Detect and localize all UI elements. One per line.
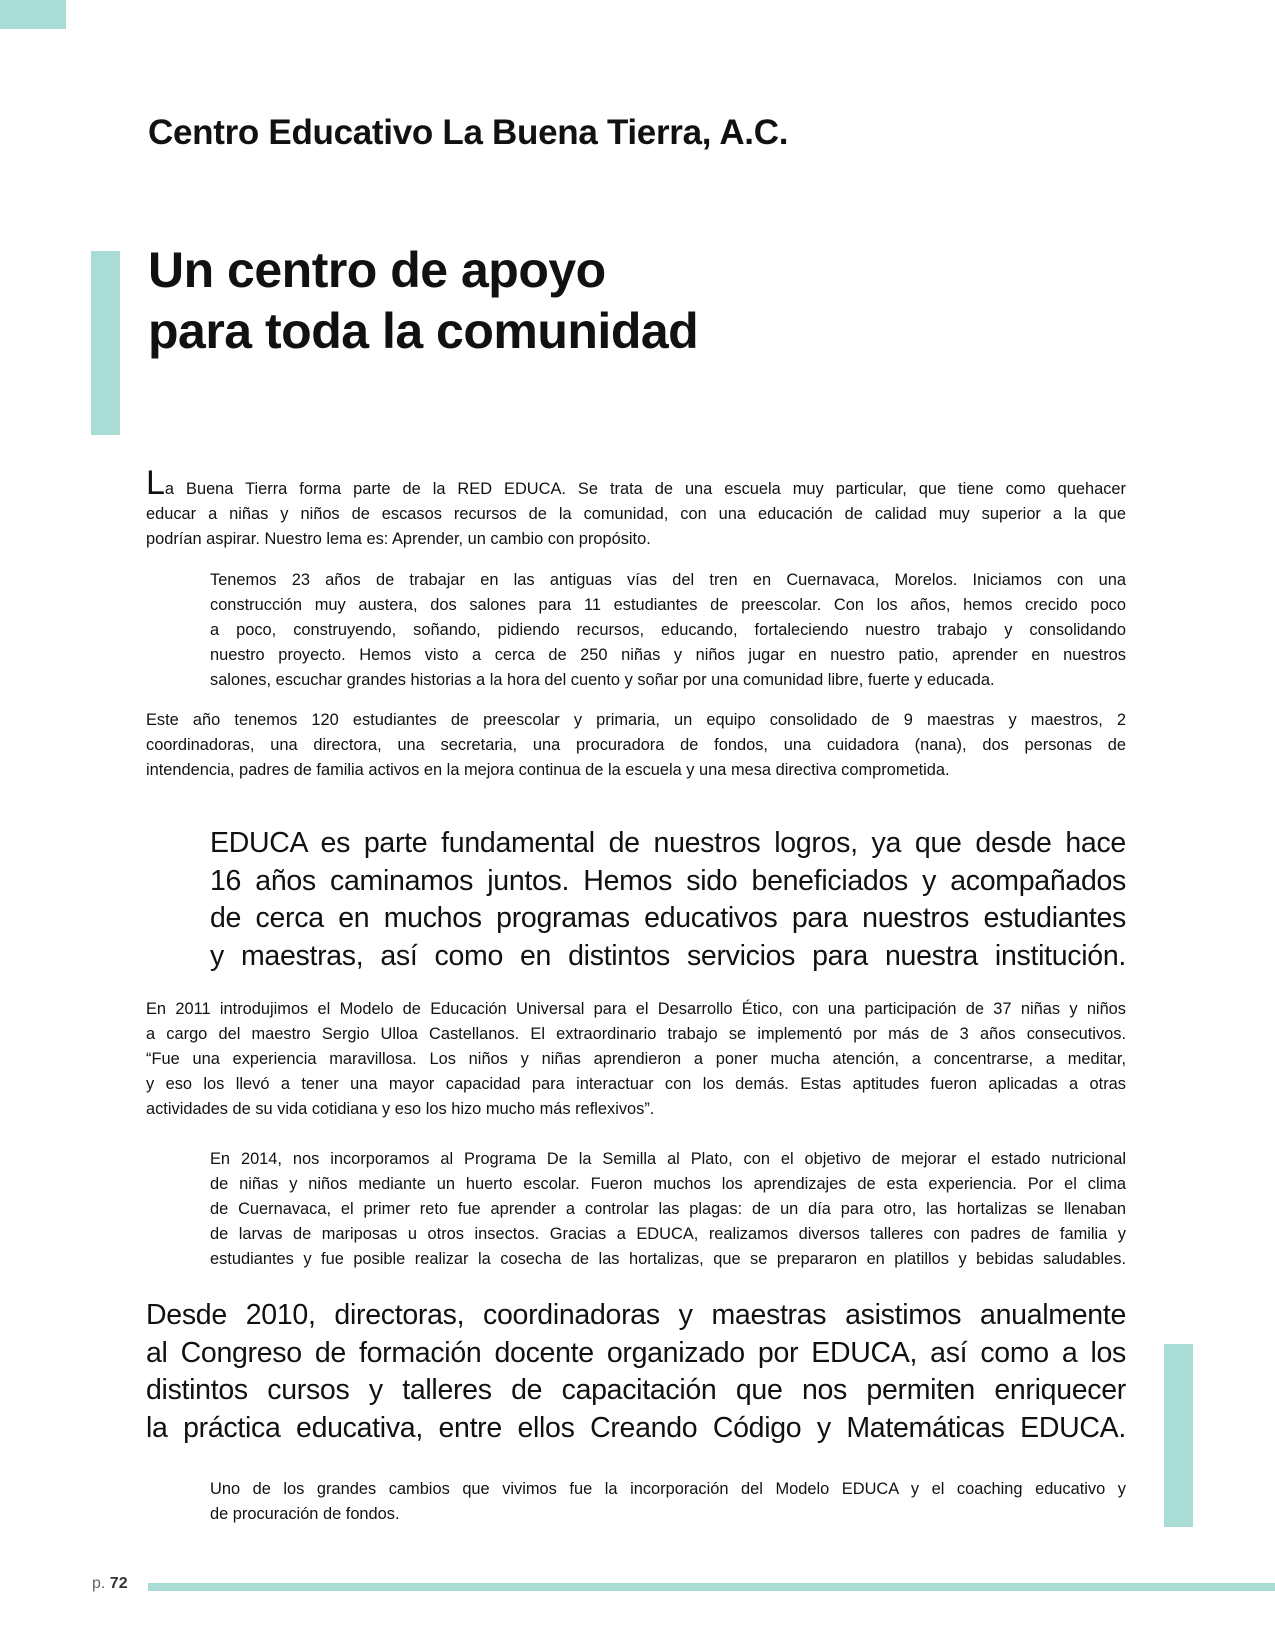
text-line: y eso los llevó a tener una mayor capacidad para interactuar con los demás. Estas aptitudes fueron aplicadas a otras (146, 1075, 1126, 1093)
text-line: de procuración de fondos. (210, 1505, 400, 1523)
quote-line: al Congreso de formación docente organizado por EDUCA, así como a los (146, 1336, 1126, 1369)
text-line: educar a niñas y niños de escasos recursos de la comunidad, con una educación de calidad muy superior a la que (146, 505, 1126, 523)
text-line: En 2014, nos incorporamos al Programa De la Semilla al Plato, con el objetivo de mejorar el estado nutricional (210, 1150, 1126, 1168)
paragraph-2014 (210, 1147, 1126, 1272)
accent-bar-right (1164, 1344, 1193, 1527)
drop-cap: L (146, 464, 165, 502)
quote-line: EDUCA es parte fundamental de nuestros logros, ya que desde hace (210, 827, 1126, 859)
text-line: intendencia, padres de familia activos en la mejora continua de la escuela y una mesa directiva comprometida. (146, 761, 950, 779)
text-line: de larvas de mariposas u otros insectos. Gracias a EDUCA, realizamos diversos talleres con padres de familia y (210, 1225, 1126, 1243)
text-line: nuestro proyecto. Hemos visto a cerca de 250 niñas y niños jugar en nuestro patio, aprender en nuestros (210, 646, 1126, 664)
pull-quote-educa (210, 825, 1126, 975)
quote-line: distintos cursos y talleres de capacitación que nos permiten enriquecer (146, 1374, 1126, 1406)
pull-quote-congreso (146, 1297, 1126, 1447)
text-line: Uno de los grandes cambios que vivimos fue la incorporación del Modelo EDUCA y el coaching educativo y (210, 1480, 1126, 1498)
page-prefix: p. (92, 1575, 106, 1592)
text-line: a cargo del maestro Sergio Ulloa Castellanos. El extraordinario trabajo se implementó por más de 3 años consecutivos. (146, 1025, 1126, 1043)
accent-bar-headline (91, 251, 120, 435)
headline-line: Un centro de apoyo (148, 242, 606, 298)
footer-rule (148, 1583, 1275, 1591)
quote-line: la práctica educativa, entre ellos Creando Código y Matemáticas EDUCA. (146, 1411, 1126, 1444)
text-line: Este año tenemos 120 estudiantes de preescolar y primaria, un equipo consolidado de 9 maestras y maestros, 2 (146, 711, 1126, 729)
text-line: construcción muy austera, dos salones para 11 estudiantes de preescolar. Con los años, hemos crecido poco (210, 596, 1126, 614)
headline-line: para toda la comunidad (148, 303, 699, 359)
text-line: actividades de su vida cotidiana y eso los hizo mucho más reflexivos”. (146, 1100, 655, 1118)
page-number (92, 1575, 128, 1593)
paragraph-team (146, 708, 1126, 783)
paragraph-intro (146, 464, 1126, 552)
paragraph-2011 (146, 997, 1126, 1122)
quote-line: y maestras, así como en distintos servicios para nuestra institución. (210, 939, 1126, 972)
page-headline (148, 240, 698, 362)
quote-line: 16 años caminamos juntos. Hemos sido beneficiados y acompañados (210, 864, 1126, 897)
text-line: salones, escuchar grandes historias a la hora del cuento y soñar por una comunidad libre, fuerte y educada. (210, 671, 995, 689)
paragraph-cambios (210, 1477, 1126, 1527)
accent-block-top (0, 0, 66, 29)
text-line: estudiantes y fue posible realizar la cosecha de las hortalizas, que se prepararon en platillos y bebidas saludables. (210, 1250, 1126, 1268)
quote-line: Desde 2010, directoras, coordinadoras y maestras asistimos anualmente (146, 1299, 1126, 1331)
text-line: Tenemos 23 años de trabajar en las antiguas vías del tren en Cuernavaca, Morelos. Iniciamos con una (210, 571, 1126, 589)
page-number-value: 72 (109, 1575, 128, 1592)
text-line: a poco, construyendo, soñando, pidiendo recursos, educando, fortaleciendo nuestro trabajo y consolidando (210, 621, 1126, 639)
organization-name: Centro Educativo La Buena Tierra, A.C. (148, 113, 789, 152)
text-line: “Fue una experiencia maravillosa. Los niños y niñas aprendieron a poner mucha atención, a concentrarse, a meditar, (146, 1050, 1126, 1068)
text-line: podrían aspirar. Nuestro lema es: Aprender, un cambio con propósito. (146, 530, 651, 548)
text-line: de Cuernavaca, el primer reto fue aprender a controlar las plagas: de un día para otro, las hortalizas se llenaban (210, 1200, 1126, 1218)
text-line: coordinadoras, una directora, una secretaria, una procuradora de fondos, una cuidadora (nana), dos personas de (146, 736, 1126, 754)
quote-line: de cerca en muchos programas educativos para nuestros estudiantes (210, 902, 1126, 934)
text-line: a Buena Tierra forma parte de la RED EDUCA. Se trata de una escuela muy particular, que tiene como quehacer (164, 480, 1126, 498)
paragraph-history (210, 568, 1126, 693)
text-line: de niñas y niños mediante un huerto escolar. Fueron muchos los aprendizajes de esta experiencia. Por el clima (210, 1175, 1126, 1193)
text-line: En 2011 introdujimos el Modelo de Educación Universal para el Desarrollo Ético, con una participación de 37 niñas y niños (146, 1000, 1126, 1018)
